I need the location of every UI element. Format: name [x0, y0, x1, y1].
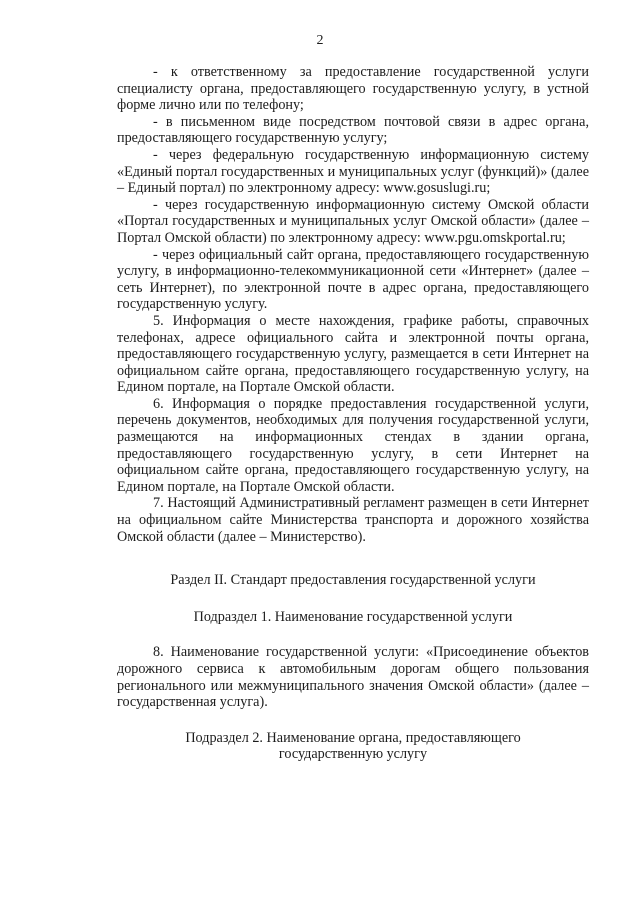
paragraph-contact-official-site: - через официальный сайт органа, предоставляющего государственную услугу, в информационно-телекоммуникационной сети «Интернет» (далее – сеть Интернет), по электронной почте в адрес органа, предоставляющего государственную услугу. [117, 246, 589, 313]
paragraph-contact-specialist: - к ответственному за предоставление государственной услуги специалисту органа, предоставляющего государственную услугу, в устной форме лично или по телефону; [117, 64, 589, 114]
section-heading: Раздел II. Стандарт предоставления государственной услуги [170, 572, 536, 589]
document-body [117, 64, 589, 763]
paragraph-contact-federal-portal: - через федеральную государственную информационную систему «Единый портал государственных и муниципальных услуг (функций)» (далее – Единый портал) по электронному адресу: www.gosuslugi.ru; [117, 146, 589, 197]
subsection-2-heading-line-2: государственную услугу [278, 746, 428, 763]
subsection-2-heading [117, 730, 589, 763]
paragraph-7: 7. Настоящий Административный регламент размещен в сети Интернет на официальном сайте Министерства транспорта и дорожного хозяйства Омской области (далее – Министерство). [117, 495, 589, 545]
page-number: 2 [316, 33, 324, 48]
subsection-1-heading: Подраздел 1. Наименование государственной услуги [193, 608, 513, 625]
paragraph-contact-post: - в письменном виде посредством почтовой связи в адрес органа, предоставляющего государственную услугу; [117, 113, 589, 147]
subsection-2-heading-line-1: Подраздел 2. Наименование органа, предоставляющего [185, 729, 521, 746]
paragraph-contact-omsk-portal: - через государственную информационную систему Омской области «Портал государственных и муниципальных услуг Омской области» (далее – Портал Омской области) по электронному адресу: www.pgu.omskportal.ru; [117, 196, 589, 246]
paragraph-6: 6. Информация о порядке предоставления государственной услуги, перечень документов, необходимых для получения государственной услуги, размещаются на информационных стендах в здании органа, предоставляющего государственную услугу, в сети Интернет на официальном сайте органа, предоставляющего государственную услугу, на Едином портале, на Портале Омской области. [117, 395, 589, 495]
paragraph-5: 5. Информация о месте нахождения, графике работы, справочных телефонах, адресе официального сайта и электронной почты органа, предоставляющего государственную услугу, размещается в сети Интернет на официальном сайте органа, предоставляющего государственную услугу, на Едином портале, на Портале Омской области. [117, 312, 589, 396]
paragraph-8: 8. Наименование государственной услуги: «Присоединение объектов дорожного сервиса к автомобильным дорогам общего пользования регионального или межмуниципального значения Омской области» (далее – государственная услуга). [117, 644, 589, 711]
